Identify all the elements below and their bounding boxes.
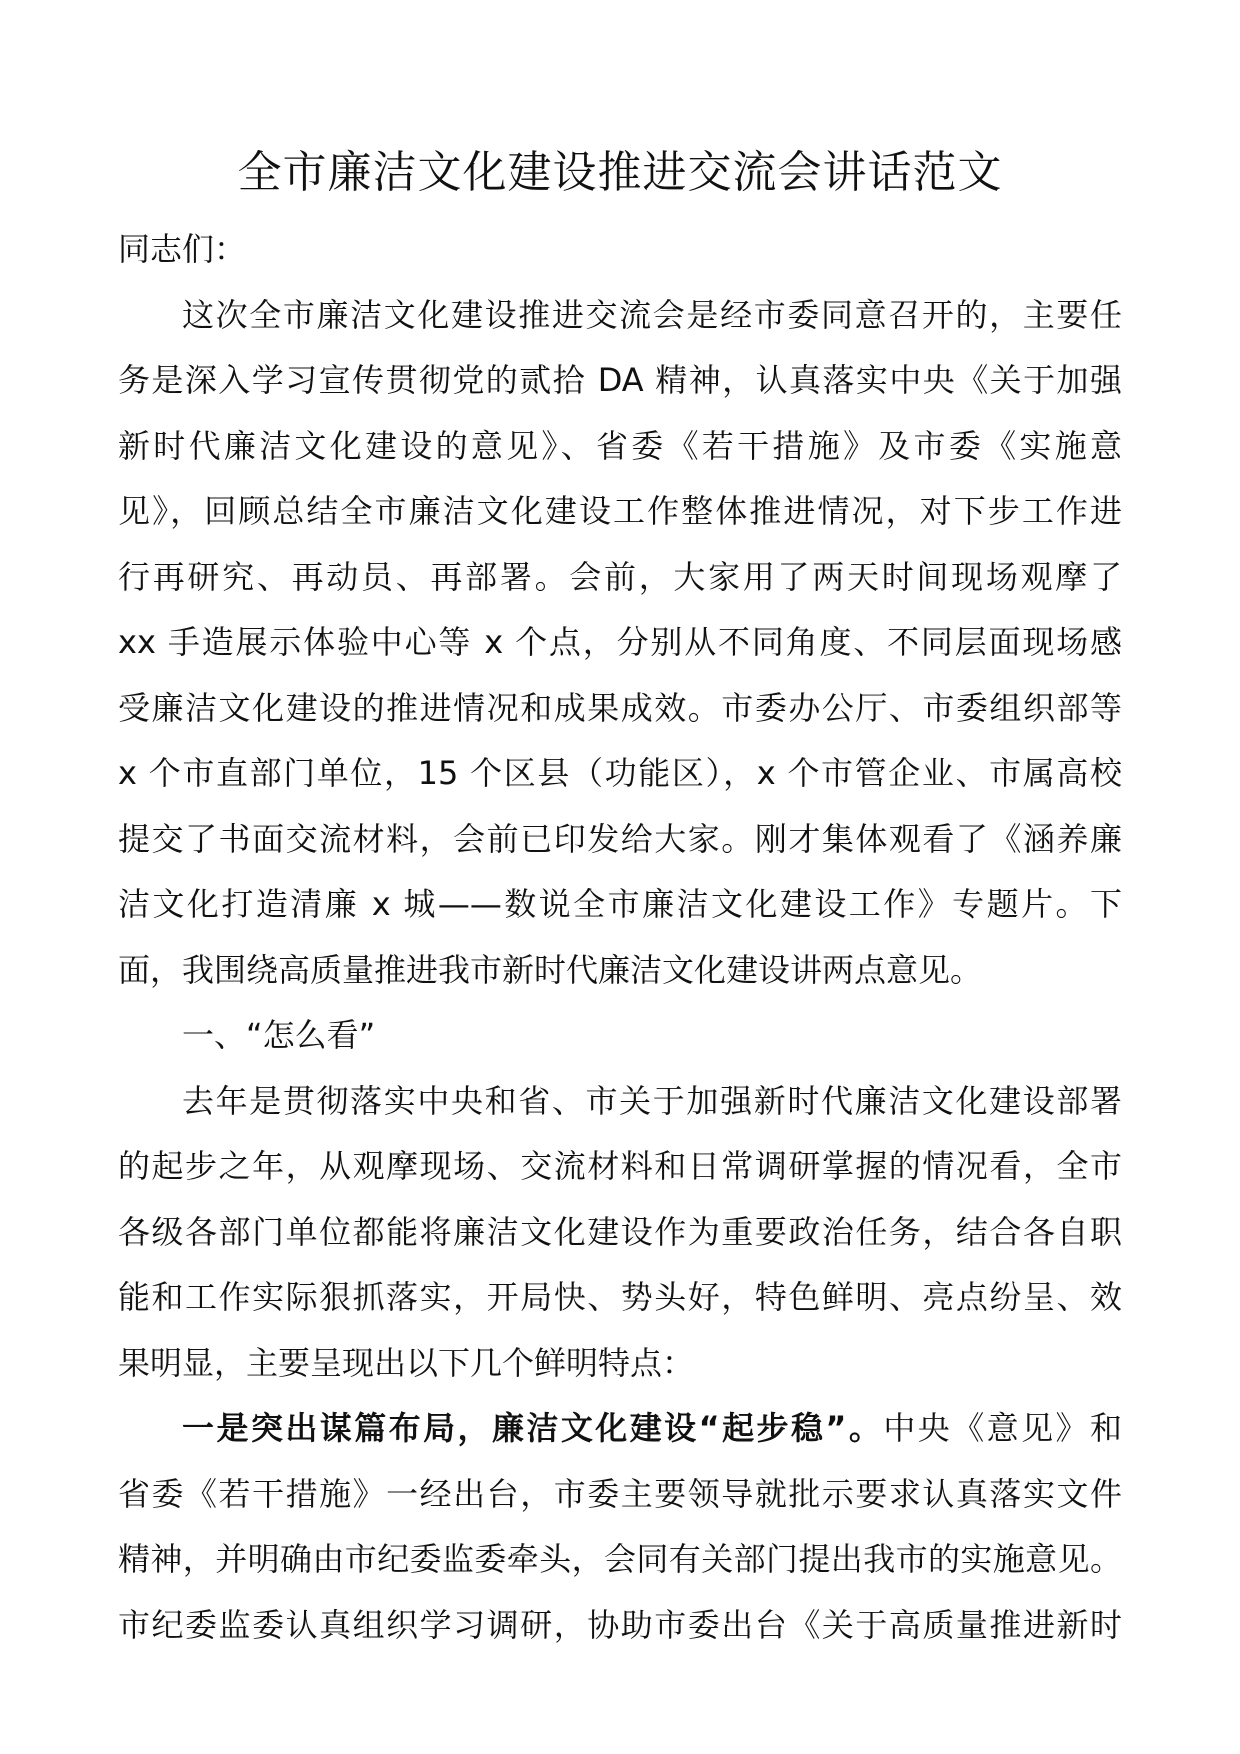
greeting-line: 同志们：: [118, 230, 247, 268]
paragraph-line: 各级各部门单位都能将廉洁文化建设作为重要政治任务，结合各自职: [118, 1212, 1122, 1251]
paragraph-line: 见》，回顾总结全市廉洁文化建设工作整体推进情况，对下步工作进: [118, 492, 1122, 530]
paragraph-line-rest: 中央《意见》和: [883, 1409, 1122, 1447]
paragraph-line: 去年是贯彻落实中央和省、市关于加强新时代廉洁文化建设部署: [182, 1081, 1122, 1120]
paragraph-line: 行再研究、再动员、再部署。会前，大家用了两天时间现场观摩了: [118, 557, 1122, 596]
paragraph-line: 能和工作实际狠抓落实，开局快、势头好，特色鲜明、亮点纷呈、效: [118, 1278, 1122, 1316]
paragraph-line: 果明显，主要呈现出以下几个鲜明特点：: [118, 1343, 695, 1382]
paragraph-line: 省委《若干措施》一经出台，市委主要领导就批示要求认真落实文件: [118, 1474, 1122, 1513]
paragraph-line: 务是深入学习宣传贯彻党的贰拾 DA 精神，认真落实中央《关于加强: [118, 361, 1122, 399]
paragraph-line: 面，我围绕高质量推进我市新时代廉洁文化建设讲两点意见。: [118, 950, 983, 989]
paragraph-line: [118, 1396, 1122, 1462]
paragraph-line: 洁文化打造清廉 x 城——数说全市廉洁文化建设工作》专题片。下: [118, 885, 1122, 923]
paragraph-line: 这次全市廉洁文化建设推进交流会是经市委同意召开的，主要任: [182, 295, 1122, 334]
paragraph-line: 的起步之年，从观摩现场、交流材料和日常调研掌握的情况看，全市: [118, 1147, 1122, 1185]
paragraph-line: 精神，并明确由市纪委监委牵头，会同有关部门提出我市的实施意见。: [118, 1540, 1122, 1578]
paragraph-line: 受廉洁文化建设的推进情况和成果成效。市委办公厅、市委组织部等: [118, 688, 1122, 727]
paragraph-line: xx 手造展示体验中心等 x 个点，分别从不同角度、不同层面现场感: [118, 623, 1122, 661]
document-title: 全市廉洁文化建设推进交流会讲话范文: [237, 147, 1003, 198]
paragraph-line: 市纪委监委认真组织学习调研，协助市委出台《关于高质量推进新时: [118, 1605, 1122, 1644]
document-body: [118, 217, 1122, 1658]
paragraph-line: x 个市直部门单位，15 个区县（功能区），x 个市管企业、市属高校: [118, 754, 1122, 792]
bold-lead-sentence: 一是突出谋篇布局，廉洁文化建设“起步稳”。: [182, 1409, 884, 1447]
paragraph-line: 提交了书面交流材料，会前已印发给大家。刚才集体观看了《涵养廉: [118, 819, 1122, 858]
paragraph-line: 新时代廉洁文化建设的意见》、省委《若干措施》及市委《实施意: [118, 426, 1122, 465]
section-heading: 一、“怎么看”: [182, 1016, 376, 1054]
